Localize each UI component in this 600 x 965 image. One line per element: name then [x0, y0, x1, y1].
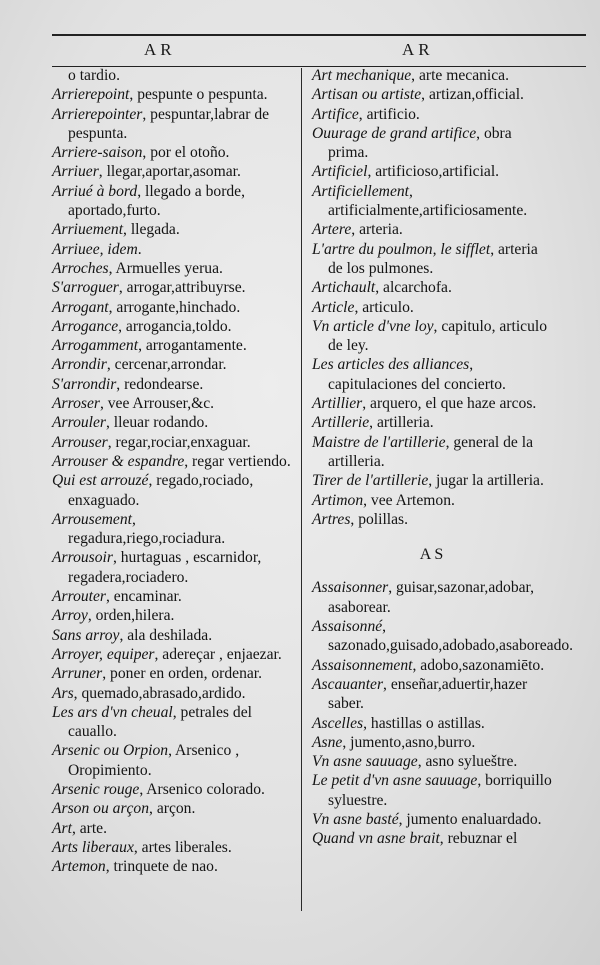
- dictionary-entry: [52, 587, 296, 606]
- dictionary-entry: [312, 66, 554, 85]
- entry-definition: , artificio.: [358, 105, 420, 123]
- dictionary-entry: [312, 278, 554, 297]
- page-header: [52, 32, 586, 68]
- dictionary-entry: [52, 780, 296, 799]
- entry-headword: S'arrondir: [52, 375, 117, 393]
- entry-headword: Vn asne sauuage: [312, 753, 418, 771]
- dictionary-entry: [52, 394, 296, 413]
- entry-definition: , llegada.: [123, 221, 180, 239]
- entry-headword: Arroser: [52, 395, 100, 413]
- dictionary-entry: [312, 510, 554, 529]
- dictionary-entry: [312, 124, 554, 163]
- entry-definition: , borriquillo syluestre.: [328, 772, 552, 809]
- entry-headword: Arrouser: [52, 433, 108, 451]
- entry-headword: Arriuer: [52, 163, 99, 181]
- dictionary-entry: [52, 85, 296, 104]
- entry-headword: Arrouter: [52, 588, 106, 606]
- entry-definition: , rebuznar el: [439, 830, 518, 848]
- column-divider: [301, 68, 302, 911]
- entry-headword: Assaisonné: [312, 618, 383, 636]
- dictionary-entry: [312, 491, 554, 510]
- entry-headword: Artillier: [312, 395, 363, 413]
- dictionary-entry: [312, 182, 554, 221]
- entry-definition: , obra prima.: [328, 124, 512, 162]
- entry-headword: Vn article d'vne loy: [312, 317, 434, 335]
- dictionary-entry: [52, 684, 296, 703]
- entry-definition: , Arsenico colorado.: [139, 780, 265, 798]
- dictionary-entry: [312, 240, 554, 279]
- entry-definition: , jumento enaluardado.: [398, 810, 542, 828]
- dictionary-entry: [52, 664, 296, 683]
- entry-headword: Artres: [312, 510, 351, 528]
- entry-definition: , arte mecanica.: [411, 67, 509, 84]
- entry-definition: , alcarchofa.: [375, 279, 452, 297]
- dictionary-entry: [52, 510, 296, 549]
- dictionary-entry: [312, 85, 554, 104]
- dictionary-entry: [52, 182, 296, 221]
- entry-headword: Arrierepointer: [52, 105, 143, 123]
- entry-definition: , arrogante,hinchado.: [108, 298, 241, 316]
- dictionary-entry: [52, 799, 296, 818]
- entry-definition: , guisar,sazonar,adobar, asaborear.: [328, 579, 535, 616]
- entry-definition: , asno sylueštre.: [417, 753, 518, 771]
- entry-definition: , redondearse.: [116, 375, 204, 393]
- dictionary-entry: [312, 578, 554, 617]
- entry-definition: , vee Artemon.: [363, 491, 455, 509]
- entry-definition: , adobo,sazonamiēto.: [412, 656, 545, 674]
- dictionary-entry: [312, 752, 554, 771]
- entry-definition: , arrogantamente.: [138, 337, 247, 355]
- entry-definition: , enseñar,aduertir,hazer saber.: [328, 675, 528, 713]
- running-head-left: AR: [144, 40, 176, 59]
- dictionary-entry: [312, 433, 554, 472]
- entry-headword: Arrousement: [52, 510, 132, 528]
- entry-definition: , capitulaciones del concierto.: [328, 356, 506, 393]
- dictionary-entry: [52, 336, 296, 355]
- dictionary-entry: [52, 548, 296, 587]
- entry-headword: L'artre du poulmon, le sifflet: [312, 240, 491, 258]
- dictionary-entry: [52, 819, 296, 838]
- entry-definition: , regado,rociado, enxaguado.: [68, 472, 254, 509]
- dictionary-entry: [312, 162, 554, 181]
- entry-headword: Artificiel: [312, 163, 368, 181]
- dictionary-entry: [312, 771, 554, 810]
- entry-definition: , sazonado,guisado,adobado,asaboreado.: [328, 618, 574, 655]
- entry-headword: Arriué à bord: [52, 182, 138, 200]
- entry-headword: Arroches: [52, 259, 109, 277]
- dictionary-entry: [52, 355, 296, 374]
- entry-definition: , llegado a borde, aportado,furto.: [68, 182, 246, 220]
- dictionary-entry: [52, 220, 296, 239]
- dictionary-entry: [52, 162, 296, 181]
- entry-headword: Arrouler: [52, 414, 106, 432]
- entry-headword: Artifice: [312, 105, 359, 123]
- dictionary-entry: [52, 278, 296, 297]
- entry-headword: Vn asne basté: [312, 810, 399, 828]
- entry-headword: Sans arroy: [52, 626, 120, 644]
- entry-headword: Arrousoir: [52, 549, 113, 567]
- entry-headword: Artere: [312, 221, 352, 239]
- entry-headword: Arson ou arçon: [52, 800, 150, 818]
- dictionary-entry: [52, 105, 296, 144]
- entry-headword: Asne: [312, 733, 343, 751]
- entry-definition: , petrales del cauallo.: [68, 703, 252, 741]
- entry-definition: , articulo.: [354, 298, 414, 316]
- entry-definition: , encaminar.: [106, 588, 182, 606]
- entry-headword: Arsenic ou Orpion: [52, 742, 169, 760]
- entry-definition: , jugar la artilleria.: [428, 472, 544, 490]
- dictionary-entry: [52, 626, 296, 645]
- entry-definition: , arte.: [71, 819, 108, 837]
- entry-headword: Arrouser & espandre: [52, 452, 185, 470]
- entry-headword: Artificiellement: [312, 182, 409, 200]
- entry-headword: S'arroguer: [52, 279, 119, 297]
- right-ar-entries: [312, 66, 554, 529]
- entry-headword: Article: [312, 298, 355, 316]
- dictionary-entry: [52, 703, 296, 742]
- entry-definition: , ala deshilada.: [119, 626, 213, 644]
- entry-headword: Artemon: [52, 858, 106, 876]
- dictionary-entry: [312, 105, 554, 124]
- dictionary-entry: [312, 471, 554, 490]
- dictionary-entry: [312, 394, 554, 413]
- dictionary-entry: [312, 413, 554, 432]
- entry-headword: Maistre de l'artillerie: [312, 433, 446, 451]
- entry-definition: o tardio.: [68, 67, 120, 84]
- dictionary-entry: [312, 810, 554, 829]
- entry-headword: Arrogamment: [52, 337, 139, 355]
- entry-headword: Arrondir: [52, 356, 107, 374]
- right-column: [312, 66, 574, 849]
- section-heading-as: AS: [419, 546, 447, 564]
- entry-headword: Arroyer, equiper: [52, 645, 155, 663]
- dictionary-entry: [52, 413, 296, 432]
- dictionary-entry: [52, 433, 296, 452]
- entry-headword: Les ars d'vn cheual: [52, 703, 173, 721]
- dictionary-entry: [312, 675, 554, 714]
- entry-definition: , regadura,riego,rociadura.: [68, 510, 226, 548]
- entry-headword: Arriuee, idem: [52, 240, 138, 258]
- entry-headword: Artillerie: [312, 414, 370, 432]
- entry-headword: Assaisonner: [312, 579, 389, 597]
- entry-definition: , artizan,official.: [421, 86, 524, 104]
- entry-definition: , polillas.: [350, 510, 409, 528]
- entry-headword: Qui est arrouzé: [52, 472, 149, 490]
- dictionary-entry: [52, 645, 296, 664]
- entry-definition: , hurtaguas , escarnidor, regadera,rociadero.: [68, 549, 262, 586]
- entry-headword: Ascelles: [312, 714, 364, 732]
- entry-definition: , arteria de los pulmones.: [328, 240, 538, 277]
- entry-definition: , pespunte o pespunta.: [129, 86, 268, 104]
- entry-definition: , artilleria.: [369, 414, 434, 432]
- entry-definition: , orden,hilera.: [87, 607, 175, 625]
- dictionary-entry: [312, 829, 554, 848]
- entry-definition: , arrogancia,toldo.: [118, 317, 232, 335]
- entry-definition: , por el otoño.: [142, 144, 230, 162]
- entry-headword: Arriuement: [52, 221, 124, 239]
- entry-definition: , lleuar rodando.: [106, 414, 209, 432]
- entry-headword: Assaisonnement: [312, 656, 413, 674]
- dictionary-entry: [52, 741, 296, 780]
- dictionary-entry: [52, 317, 296, 336]
- entry-definition: , arrogar,attribuyrse.: [118, 279, 246, 297]
- dictionary-entry: [312, 355, 554, 394]
- entry-definition: , vee Arrouser,&c.: [99, 395, 215, 413]
- entry-definition: , quemado,abrasado,ardido.: [73, 684, 246, 702]
- entry-headword: Art: [52, 819, 72, 837]
- entry-definition: , Armuelles yerua.: [108, 259, 223, 277]
- entry-headword: Arroy: [52, 607, 88, 625]
- dictionary-entry: [52, 66, 296, 85]
- entry-definition: , arteria.: [351, 221, 403, 239]
- dictionary-entry: [312, 733, 554, 752]
- entry-headword: Ars: [52, 684, 74, 702]
- running-head-right: AR: [402, 40, 434, 59]
- right-as-entries: [312, 578, 574, 848]
- entry-headword: Artisan ou artiste: [312, 86, 422, 104]
- entry-definition: , jumento,asno,burro.: [342, 733, 476, 751]
- entry-headword: Art mechanique: [312, 67, 412, 84]
- entry-headword: Arriere-saison: [52, 144, 143, 162]
- entry-definition: , arçon.: [149, 800, 196, 818]
- entry-headword: Arrogance: [52, 317, 119, 335]
- dictionary-entry: [52, 298, 296, 317]
- entry-headword: Les articles des alliances: [312, 356, 470, 374]
- dictionary-entry: [52, 857, 296, 876]
- entry-headword: Le petit d'vn asne sauuage: [312, 772, 478, 790]
- dictionary-entry: [52, 375, 296, 394]
- dictionary-entry: [52, 452, 296, 471]
- entry-definition: , arquero, el que haze arcos.: [362, 395, 537, 413]
- dictionary-entry: [52, 240, 296, 259]
- entry-headword: Arruner: [52, 665, 103, 683]
- dictionary-entry: [312, 617, 574, 656]
- dictionary-entry: [52, 471, 296, 510]
- entry-definition: , artificialmente,artificiosamente.: [328, 182, 528, 220]
- entry-definition: , poner en orden, ordenar.: [102, 665, 263, 683]
- entry-definition: , cercenar,arrondar.: [106, 356, 227, 374]
- entry-headword: Ouurage de grand artifice: [312, 124, 477, 142]
- dictionary-entry: [312, 220, 554, 239]
- entry-definition: .: [137, 240, 142, 258]
- dictionary-entry: [312, 317, 554, 356]
- entry-definition: , Arsenico , Oropimiento.: [68, 742, 240, 779]
- header-top-rule: [52, 34, 586, 36]
- entry-definition: , capitulo, articulo de ley.: [328, 317, 547, 355]
- entry-headword: Artimon: [312, 491, 364, 509]
- dictionary-entry: [312, 714, 554, 733]
- entry-definition: , regar,rociar,enxaguar.: [107, 433, 251, 451]
- entry-headword: Tirer de l'artillerie: [312, 472, 429, 490]
- entry-headword: Ascauanter: [312, 675, 384, 693]
- entry-headword: Arrierepoint: [52, 86, 130, 104]
- dictionary-entry: [52, 838, 296, 857]
- entry-definition: , llegar,aportar,asomar.: [98, 163, 241, 181]
- entry-definition: , artes liberales.: [133, 838, 232, 856]
- entry-definition: , hastillas o astillas.: [363, 714, 485, 732]
- dictionary-entry: [312, 298, 554, 317]
- entry-headword: Arsenic rouge: [52, 780, 140, 798]
- entry-definition: , general de la artilleria.: [328, 433, 534, 470]
- entry-definition: , adereçar , enjaezar.: [154, 645, 282, 663]
- entry-definition: , regar vertiendo.: [184, 452, 291, 470]
- entry-headword: Quand vn asne brait: [312, 830, 440, 848]
- dictionary-entry: [52, 606, 296, 625]
- entry-headword: Artichault: [312, 279, 376, 297]
- dictionary-entry: [52, 259, 296, 278]
- dictionary-entry: [312, 656, 554, 675]
- left-column: [52, 66, 296, 876]
- dictionary-entry: [52, 143, 296, 162]
- entry-headword: Arts liberaux: [52, 838, 134, 856]
- entry-definition: , trinquete de nao.: [105, 858, 218, 876]
- entry-definition: , pespuntar,labrar de pespunta.: [68, 105, 270, 142]
- entry-headword: Arrogant: [52, 298, 109, 316]
- entry-definition: , artificioso,artificial.: [367, 163, 500, 181]
